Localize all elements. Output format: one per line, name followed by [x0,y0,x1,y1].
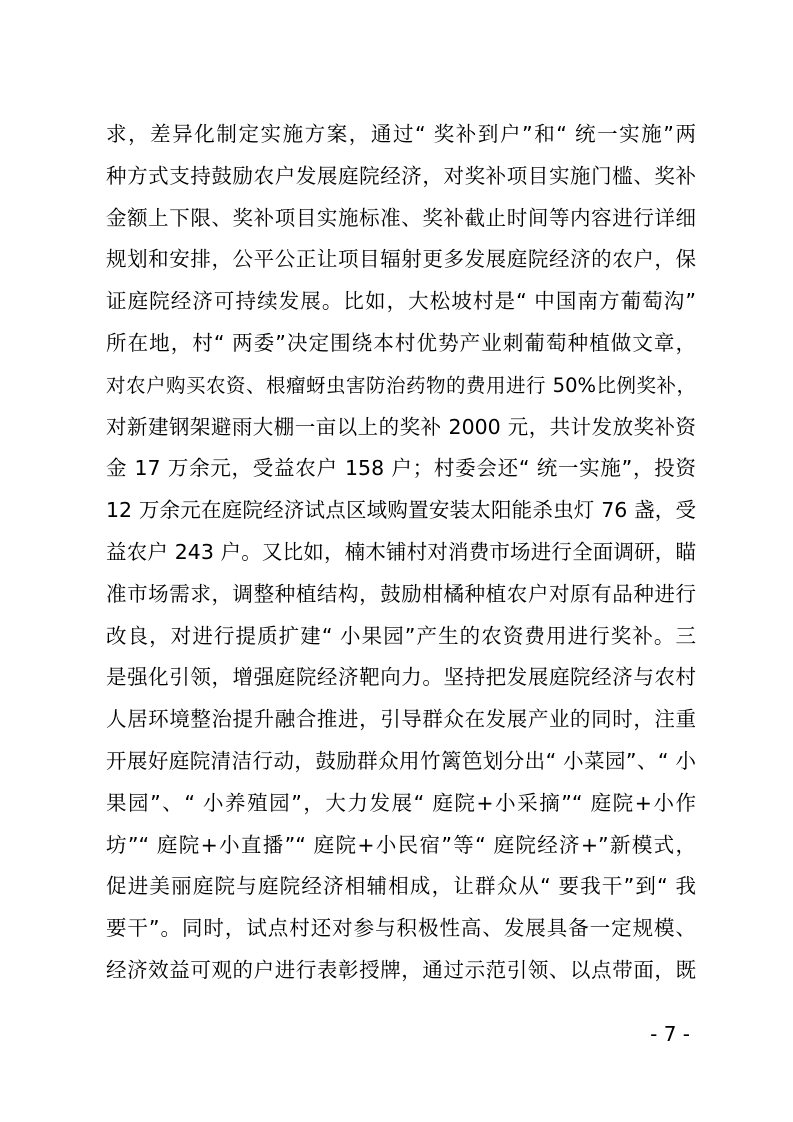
text-line: 促进美丽庭院与庭院经济相辅相成，让群众从“ 要我干”到“ 我 [106,874,696,899]
text-line: 坊”“ 庭院+小直播”“ 庭院+小民宿”等“ 庭院经济+”新模式， [106,832,696,857]
text-line: 准市场需求，调整种植结构，鼓励柑橘种植农户对原有品种进行 [106,581,696,606]
body-text [106,114,696,992]
text-line: 12 万余元在庭院经济试点区域购置安装太阳能杀虫灯 76 盏，受 [106,498,696,523]
text-line: 证庭院经济可持续发展。比如，大松坡村是“ 中国南方葡萄沟” [106,289,696,314]
text-line: 改良，对进行提质扩建“ 小果园”产生的农资费用进行奖补。三 [106,623,696,648]
text-line: 所在地，村“ 两委”决定围绕本村优势产业刺葡萄种植做文章， [106,330,696,355]
text-line: 经济效益可观的户进行表彰授牌，通过示范引领、以点带面，既 [106,957,696,982]
text-line: 对新建钢架避雨大棚一亩以上的奖补 2000 元，共计发放奖补资 [106,414,696,439]
text-line: 求，差异化制定实施方案，通过“ 奖补到户”和“ 统一实施”两 [106,122,696,146]
page-number: - 7 - [650,1022,690,1046]
text-line: 对农户购买农资、根瘤蚜虫害防治药物的费用进行 50%比例奖补， [106,373,696,397]
text-line: 是强化引领，增强庭院经济靶向力。坚持把发展庭院经济与农村 [106,665,696,690]
text-line: 要干”。同时，试点村还对参与积极性高、发展具备一定规模、 [106,916,696,941]
text-line: 规划和安排，公平公正让项目辐射更多发展庭院经济的农户，保 [106,247,696,272]
text-line: 果园”、“ 小养殖园”，大力发展“ 庭院+小采摘”“ 庭院+小作 [106,790,696,815]
text-line: 种方式支持鼓励农户发展庭院经济，对奖补项目实施门槛、奖补 [106,163,696,188]
text-line: 开展好庭院清洁行动，鼓励群众用竹篱笆划分出“ 小菜园”、“ 小 [106,748,696,773]
text-line: 金 17 万余元，受益农户 158 户；村委会还“ 统一实施”，投资 [106,456,696,481]
text-line: 人居环境整治提升融合推进，引导群众在发展产业的同时，注重 [106,707,696,732]
text-line: 益农户 243 户。又比如，楠木铺村对消费市场进行全面调研，瞄 [106,539,696,564]
text-line: 金额上下限、奖补项目实施标准、奖补截止时间等内容进行详细 [106,205,696,230]
